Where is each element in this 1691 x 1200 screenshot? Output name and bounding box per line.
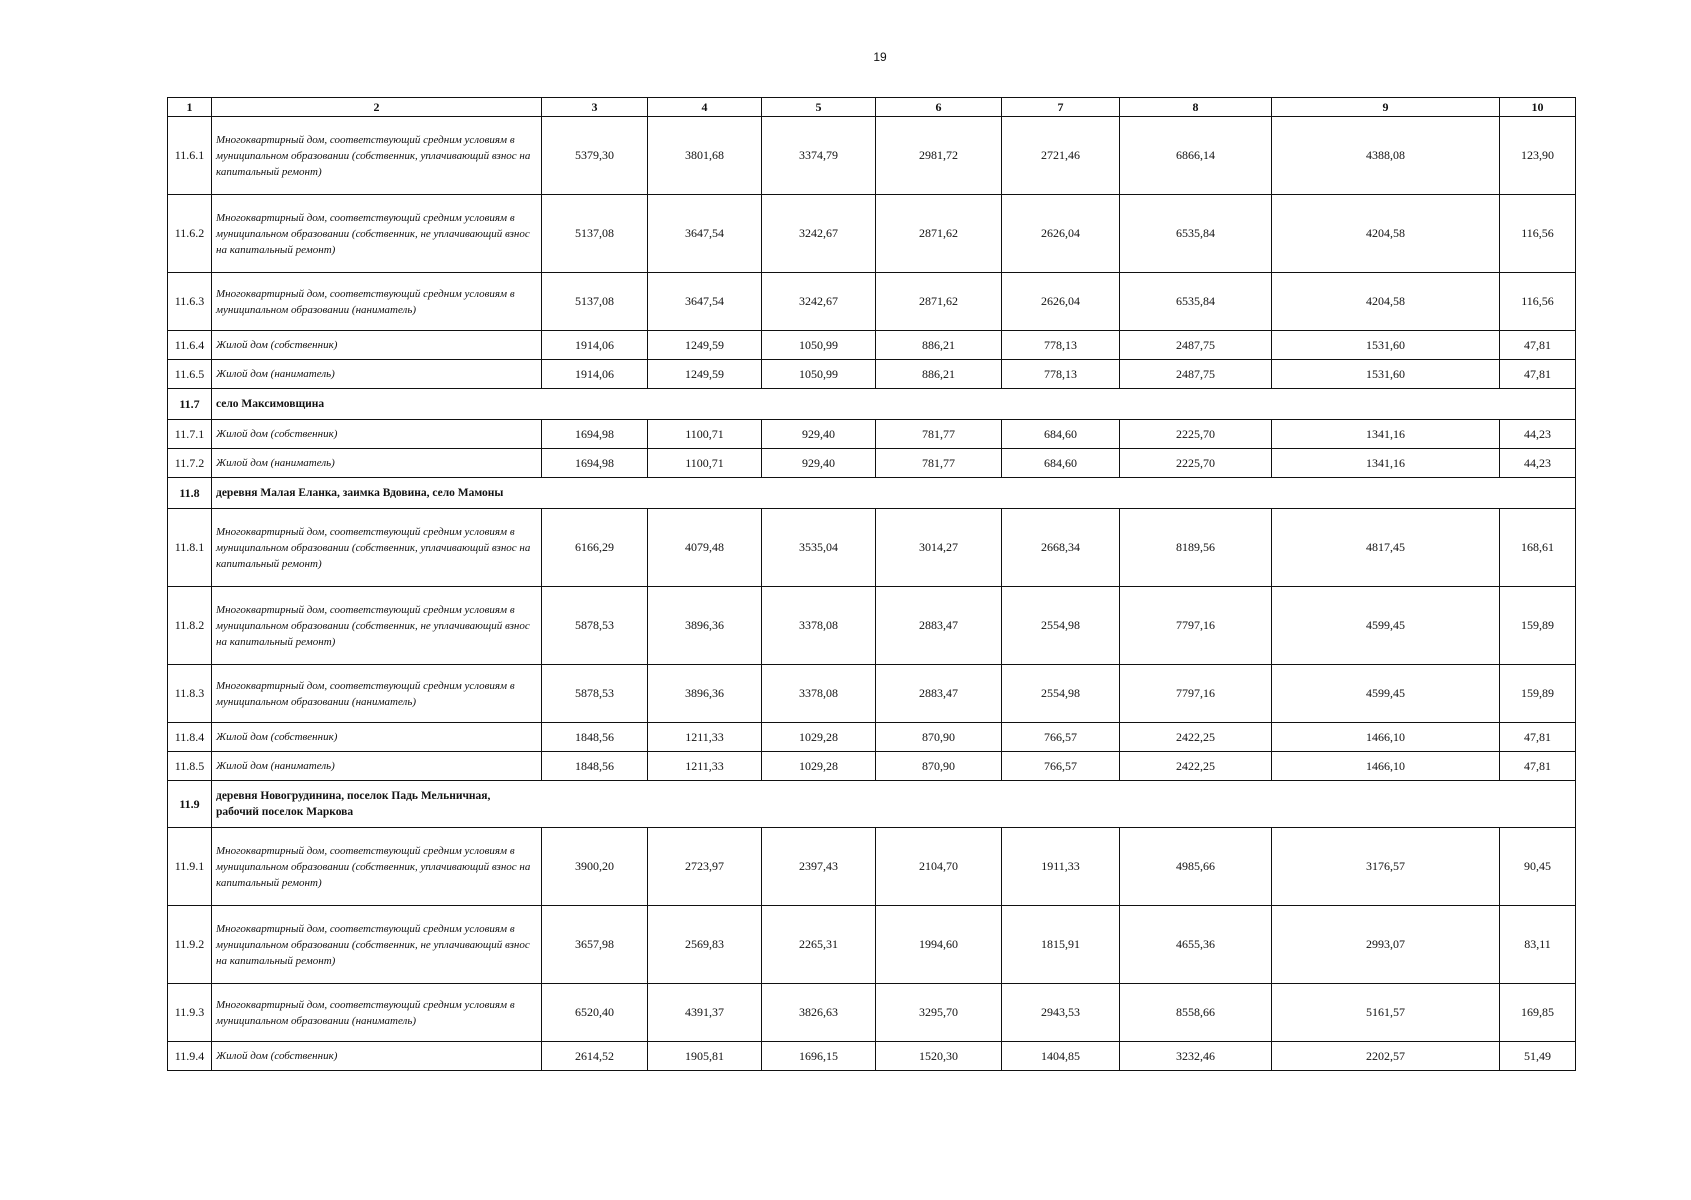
row-code: 11.8.1 xyxy=(168,509,212,587)
value-cell: 886,21 xyxy=(876,331,1002,360)
value-cell: 1911,33 xyxy=(1002,828,1120,906)
value-cell: 2668,34 xyxy=(1002,509,1120,587)
value-cell: 3896,36 xyxy=(648,665,762,723)
value-cell: 1848,56 xyxy=(542,752,648,781)
section-code: 11.7 xyxy=(168,389,212,420)
value-cell: 123,90 xyxy=(1500,117,1576,195)
row-code: 11.7.1 xyxy=(168,420,212,449)
row-code: 11.9.4 xyxy=(168,1042,212,1071)
value-cell: 3657,98 xyxy=(542,906,648,984)
value-cell: 2554,98 xyxy=(1002,665,1120,723)
column-header: 1 xyxy=(168,98,212,117)
column-header: 8 xyxy=(1120,98,1272,117)
table-row xyxy=(168,360,1576,389)
section-title-text: деревня Малая Еланка, заимка Вдовина, село Мамоны xyxy=(216,487,504,499)
page-number: 19 xyxy=(873,50,887,64)
value-cell: 3378,08 xyxy=(762,587,876,665)
value-cell: 116,56 xyxy=(1500,273,1576,331)
value-cell: 1815,91 xyxy=(1002,906,1120,984)
value-cell: 5379,30 xyxy=(542,117,648,195)
value-cell: 929,40 xyxy=(762,420,876,449)
row-description: Жилой дом (собственник) xyxy=(212,723,542,752)
row-code: 11.8.4 xyxy=(168,723,212,752)
value-cell: 1914,06 xyxy=(542,331,648,360)
table-row xyxy=(168,828,1576,906)
section-row xyxy=(168,389,1576,420)
row-description: Жилой дом (собственник) xyxy=(212,1042,542,1071)
row-description: Жилой дом (наниматель) xyxy=(212,752,542,781)
table-row xyxy=(168,420,1576,449)
value-cell: 2422,25 xyxy=(1120,752,1272,781)
column-header: 4 xyxy=(648,98,762,117)
value-cell: 4599,45 xyxy=(1272,665,1500,723)
table-row xyxy=(168,449,1576,478)
value-cell: 1050,99 xyxy=(762,360,876,389)
value-cell: 6166,29 xyxy=(542,509,648,587)
value-cell: 2721,46 xyxy=(1002,117,1120,195)
row-description: Многоквартирный дом, соответствующий средним условиям в муниципальном образовании (собственник, не уплачивающий взнос на капитальный ремонт) xyxy=(212,587,542,665)
value-cell: 2943,53 xyxy=(1002,984,1120,1042)
row-code: 11.6.5 xyxy=(168,360,212,389)
section-title xyxy=(212,781,1576,828)
value-cell: 1905,81 xyxy=(648,1042,762,1071)
value-cell: 3647,54 xyxy=(648,273,762,331)
value-cell: 6535,84 xyxy=(1120,273,1272,331)
row-description: Жилой дом (наниматель) xyxy=(212,360,542,389)
value-cell: 2614,52 xyxy=(542,1042,648,1071)
value-cell: 6866,14 xyxy=(1120,117,1272,195)
value-cell: 1029,28 xyxy=(762,723,876,752)
value-cell: 47,81 xyxy=(1500,360,1576,389)
section-title xyxy=(212,478,1576,509)
table-row xyxy=(168,273,1576,331)
value-cell: 778,13 xyxy=(1002,331,1120,360)
value-cell: 1466,10 xyxy=(1272,723,1500,752)
row-description: Многоквартирный дом, соответствующий средним условиям в муниципальном образовании (собственник, уплачивающий взнос на капитальный ремонт) xyxy=(212,117,542,195)
column-header: 9 xyxy=(1272,98,1500,117)
value-cell: 159,89 xyxy=(1500,665,1576,723)
section-row xyxy=(168,478,1576,509)
value-cell: 3242,67 xyxy=(762,195,876,273)
value-cell: 1341,16 xyxy=(1272,449,1500,478)
value-cell: 2883,47 xyxy=(876,665,1002,723)
value-cell: 870,90 xyxy=(876,723,1002,752)
value-cell: 766,57 xyxy=(1002,723,1120,752)
value-cell: 1211,33 xyxy=(648,752,762,781)
value-cell: 2422,25 xyxy=(1120,723,1272,752)
table-row xyxy=(168,984,1576,1042)
value-cell: 886,21 xyxy=(876,360,1002,389)
row-description: Жилой дом (собственник) xyxy=(212,331,542,360)
value-cell: 7797,16 xyxy=(1120,665,1272,723)
value-cell: 51,49 xyxy=(1500,1042,1576,1071)
table-row xyxy=(168,331,1576,360)
table-row xyxy=(168,117,1576,195)
value-cell: 781,77 xyxy=(876,449,1002,478)
table-row xyxy=(168,195,1576,273)
value-cell: 3900,20 xyxy=(542,828,648,906)
row-description: Многоквартирный дом, соответствующий средним условиям в муниципальном образовании (собственник, уплачивающий взнос на капитальный ремонт) xyxy=(212,509,542,587)
row-code: 11.8.2 xyxy=(168,587,212,665)
section-code: 11.9 xyxy=(168,781,212,828)
column-header: 7 xyxy=(1002,98,1120,117)
value-cell: 1466,10 xyxy=(1272,752,1500,781)
column-header: 6 xyxy=(876,98,1002,117)
value-cell: 4391,37 xyxy=(648,984,762,1042)
value-cell: 5878,53 xyxy=(542,587,648,665)
value-cell: 2871,62 xyxy=(876,273,1002,331)
value-cell: 3242,67 xyxy=(762,273,876,331)
value-cell: 4985,66 xyxy=(1120,828,1272,906)
row-code: 11.6.4 xyxy=(168,331,212,360)
value-cell: 2397,43 xyxy=(762,828,876,906)
value-cell: 1848,56 xyxy=(542,723,648,752)
value-cell: 2104,70 xyxy=(876,828,1002,906)
value-cell: 5137,08 xyxy=(542,273,648,331)
value-cell: 1249,59 xyxy=(648,360,762,389)
section-title xyxy=(212,389,1576,420)
value-cell: 8558,66 xyxy=(1120,984,1272,1042)
tariff-table xyxy=(167,97,1576,1071)
value-cell: 2487,75 xyxy=(1120,331,1272,360)
value-cell: 4388,08 xyxy=(1272,117,1500,195)
value-cell: 3232,46 xyxy=(1120,1042,1272,1071)
value-cell: 4655,36 xyxy=(1120,906,1272,984)
value-cell: 2871,62 xyxy=(876,195,1002,273)
value-cell: 2225,70 xyxy=(1120,420,1272,449)
table-row xyxy=(168,906,1576,984)
value-cell: 1694,98 xyxy=(542,449,648,478)
value-cell: 778,13 xyxy=(1002,360,1120,389)
value-cell: 2569,83 xyxy=(648,906,762,984)
section-title-text: село Максимовщина xyxy=(216,398,325,410)
value-cell: 3647,54 xyxy=(648,195,762,273)
row-code: 11.7.2 xyxy=(168,449,212,478)
value-cell: 169,85 xyxy=(1500,984,1576,1042)
value-cell: 684,60 xyxy=(1002,449,1120,478)
table-row xyxy=(168,509,1576,587)
value-cell: 3295,70 xyxy=(876,984,1002,1042)
value-cell: 1211,33 xyxy=(648,723,762,752)
value-cell: 1994,60 xyxy=(876,906,1002,984)
value-cell: 3374,79 xyxy=(762,117,876,195)
value-cell: 5161,57 xyxy=(1272,984,1500,1042)
section-title-text: деревня Новогрудинина, поселок Падь Мельничная, рабочий поселок Маркова xyxy=(216,790,491,818)
value-cell: 47,81 xyxy=(1500,331,1576,360)
row-description: Многоквартирный дом, соответствующий средним условиям в муниципальном образовании (собственник, не уплачивающий взнос на капитальный ремонт) xyxy=(212,195,542,273)
value-cell: 2487,75 xyxy=(1120,360,1272,389)
value-cell: 4079,48 xyxy=(648,509,762,587)
value-cell: 1050,99 xyxy=(762,331,876,360)
value-cell: 3535,04 xyxy=(762,509,876,587)
column-header: 5 xyxy=(762,98,876,117)
value-cell: 929,40 xyxy=(762,449,876,478)
value-cell: 1531,60 xyxy=(1272,331,1500,360)
column-header: 2 xyxy=(212,98,542,117)
value-cell: 781,77 xyxy=(876,420,1002,449)
row-code: 11.6.3 xyxy=(168,273,212,331)
value-cell: 1694,98 xyxy=(542,420,648,449)
value-cell: 6535,84 xyxy=(1120,195,1272,273)
column-header: 10 xyxy=(1500,98,1576,117)
value-cell: 3826,63 xyxy=(762,984,876,1042)
value-cell: 1531,60 xyxy=(1272,360,1500,389)
row-description: Многоквартирный дом, соответствующий средним условиям в муниципальном образовании (наниматель) xyxy=(212,984,542,1042)
value-cell: 2883,47 xyxy=(876,587,1002,665)
value-cell: 44,23 xyxy=(1500,449,1576,478)
value-cell: 47,81 xyxy=(1500,723,1576,752)
row-description: Многоквартирный дом, соответствующий средним условиям в муниципальном образовании (собственник, уплачивающий взнос на капитальный ремонт) xyxy=(212,828,542,906)
value-cell: 1100,71 xyxy=(648,449,762,478)
value-cell: 684,60 xyxy=(1002,420,1120,449)
value-cell: 2626,04 xyxy=(1002,195,1120,273)
value-cell: 2554,98 xyxy=(1002,587,1120,665)
value-cell: 1249,59 xyxy=(648,331,762,360)
table-row xyxy=(168,665,1576,723)
value-cell: 4599,45 xyxy=(1272,587,1500,665)
value-cell: 2981,72 xyxy=(876,117,1002,195)
table-row xyxy=(168,752,1576,781)
value-cell: 4204,58 xyxy=(1272,195,1500,273)
section-code: 11.8 xyxy=(168,478,212,509)
value-cell: 2626,04 xyxy=(1002,273,1120,331)
value-cell: 3896,36 xyxy=(648,587,762,665)
value-cell: 159,89 xyxy=(1500,587,1576,665)
value-cell: 1404,85 xyxy=(1002,1042,1120,1071)
row-code: 11.9.1 xyxy=(168,828,212,906)
row-code: 11.8.5 xyxy=(168,752,212,781)
value-cell: 3378,08 xyxy=(762,665,876,723)
value-cell: 870,90 xyxy=(876,752,1002,781)
value-cell: 3801,68 xyxy=(648,117,762,195)
value-cell: 766,57 xyxy=(1002,752,1120,781)
value-cell: 44,23 xyxy=(1500,420,1576,449)
row-code: 11.6.1 xyxy=(168,117,212,195)
row-code: 11.9.2 xyxy=(168,906,212,984)
row-description: Многоквартирный дом, соответствующий средним условиям в муниципальном образовании (наниматель) xyxy=(212,273,542,331)
value-cell: 5137,08 xyxy=(542,195,648,273)
value-cell: 4817,45 xyxy=(1272,509,1500,587)
table-row xyxy=(168,1042,1576,1071)
value-cell: 3014,27 xyxy=(876,509,1002,587)
row-description: Многоквартирный дом, соответствующий средним условиям в муниципальном образовании (собственник, не уплачивающий взнос на капитальный ремонт) xyxy=(212,906,542,984)
value-cell: 1029,28 xyxy=(762,752,876,781)
value-cell: 1341,16 xyxy=(1272,420,1500,449)
section-row xyxy=(168,781,1576,828)
value-cell: 4204,58 xyxy=(1272,273,1500,331)
value-cell: 2993,07 xyxy=(1272,906,1500,984)
row-code: 11.8.3 xyxy=(168,665,212,723)
value-cell: 90,45 xyxy=(1500,828,1576,906)
value-cell: 1520,30 xyxy=(876,1042,1002,1071)
value-cell: 3176,57 xyxy=(1272,828,1500,906)
value-cell: 83,11 xyxy=(1500,906,1576,984)
table-row xyxy=(168,587,1576,665)
row-description: Жилой дом (наниматель) xyxy=(212,449,542,478)
value-cell: 116,56 xyxy=(1500,195,1576,273)
value-cell: 168,61 xyxy=(1500,509,1576,587)
value-cell: 2265,31 xyxy=(762,906,876,984)
value-cell: 1100,71 xyxy=(648,420,762,449)
row-description: Многоквартирный дом, соответствующий средним условиям в муниципальном образовании (наниматель) xyxy=(212,665,542,723)
row-code: 11.6.2 xyxy=(168,195,212,273)
value-cell: 6520,40 xyxy=(542,984,648,1042)
value-cell: 47,81 xyxy=(1500,752,1576,781)
header-row xyxy=(168,98,1576,117)
value-cell: 8189,56 xyxy=(1120,509,1272,587)
row-code: 11.9.3 xyxy=(168,984,212,1042)
value-cell: 2723,97 xyxy=(648,828,762,906)
value-cell: 2202,57 xyxy=(1272,1042,1500,1071)
value-cell: 7797,16 xyxy=(1120,587,1272,665)
value-cell: 5878,53 xyxy=(542,665,648,723)
value-cell: 1914,06 xyxy=(542,360,648,389)
table-row xyxy=(168,723,1576,752)
value-cell: 2225,70 xyxy=(1120,449,1272,478)
value-cell: 1696,15 xyxy=(762,1042,876,1071)
column-header: 3 xyxy=(542,98,648,117)
row-description: Жилой дом (собственник) xyxy=(212,420,542,449)
